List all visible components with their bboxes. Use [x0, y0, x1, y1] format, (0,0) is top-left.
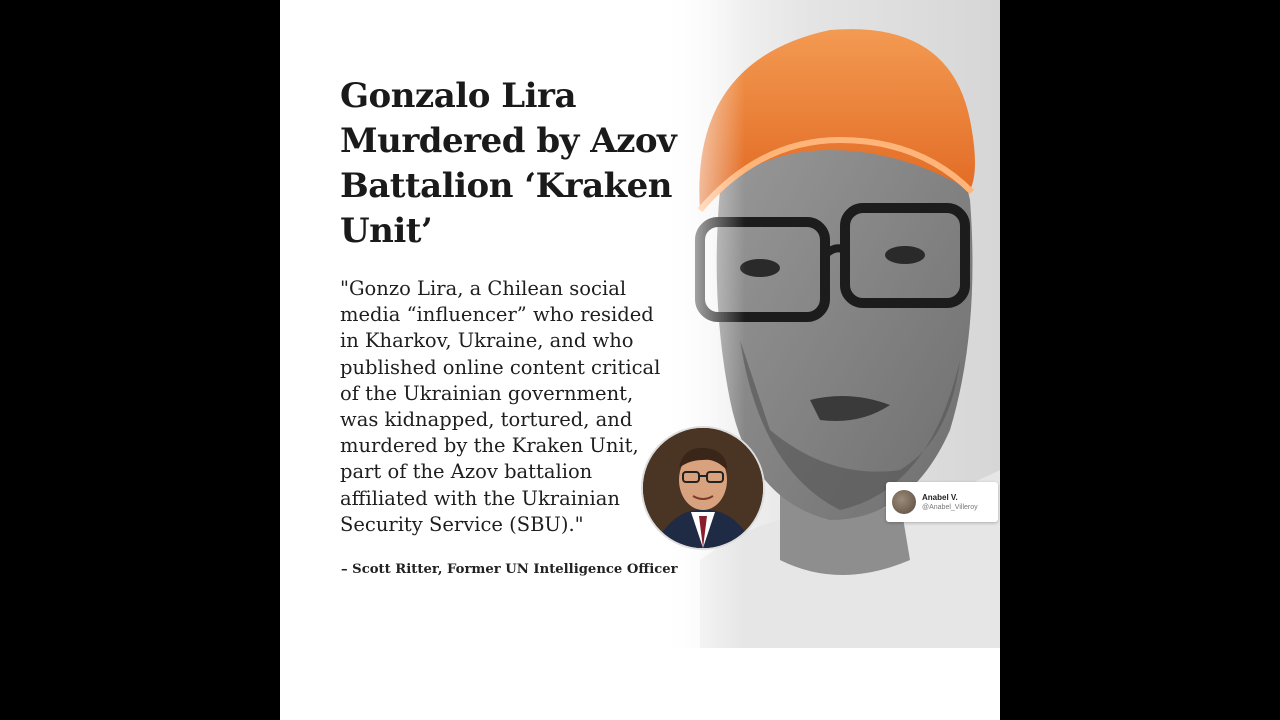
headline-line: Unit’ — [340, 211, 433, 251]
attribution: – Scott Ritter, Former UN Intelligence Officer — [341, 562, 678, 577]
quote-line: part of the Azov battalion — [340, 460, 593, 484]
letterbox-right — [1000, 0, 1280, 720]
quote-line: was kidnapped, tortured, and — [340, 408, 633, 432]
quote-line: of the Ukrainian government, — [340, 381, 634, 405]
quote-line: media “influencer” who resided — [340, 303, 654, 327]
quote-text — [340, 276, 680, 538]
quote-line: murdered by the Kraken Unit, — [340, 434, 639, 458]
quote-line: Security Service (SBU)." — [340, 512, 584, 536]
avatar — [892, 490, 916, 514]
letterbox-left — [0, 0, 280, 720]
tweet-author-name: Anabel V. — [922, 492, 958, 502]
portrait-drawing — [660, 0, 1000, 648]
quote-line: affiliated with the Ukrainian — [340, 486, 620, 510]
speaker-photo — [643, 428, 763, 548]
tweet-attribution-card — [886, 482, 998, 522]
portrait-illustration — [660, 0, 1000, 648]
headline-line: Gonzalo Lira — [340, 76, 576, 116]
headline — [340, 74, 685, 254]
speaker-photo-illustration — [643, 428, 763, 548]
tweet-author-handle: @Anabel_Villeroy — [922, 503, 978, 511]
quote-line: "Gonzo Lira, a Chilean social — [340, 277, 627, 300]
headline-line: Murdered by Azov — [340, 121, 677, 161]
poster — [280, 0, 1000, 720]
quote-line: in Kharkov, Ukraine, and who — [340, 329, 634, 353]
quote-line: published online content critical — [340, 355, 661, 379]
headline-line: Battalion ‘Kraken — [340, 166, 673, 206]
